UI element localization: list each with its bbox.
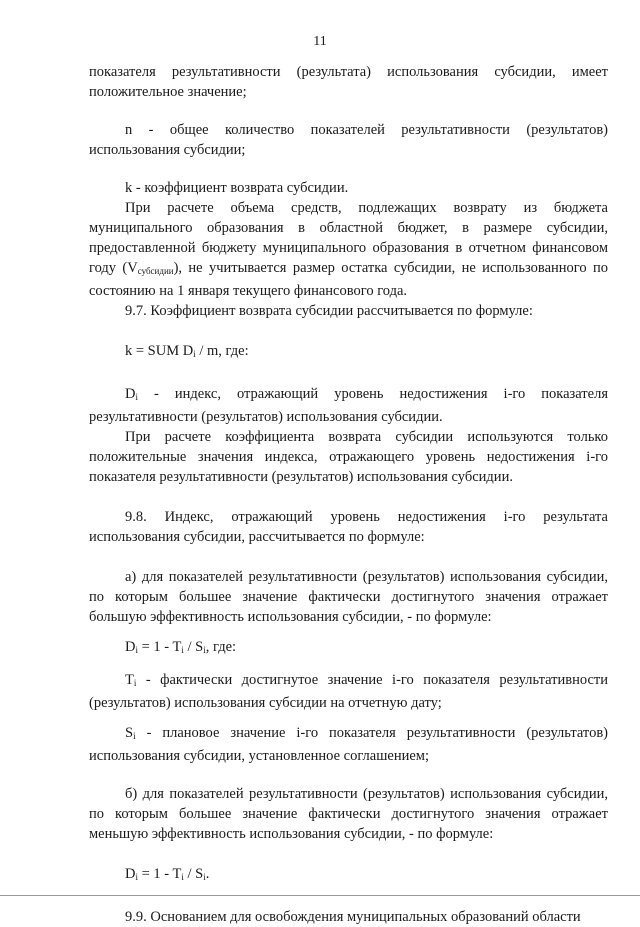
subscript: i bbox=[133, 678, 137, 688]
paragraph-n-definition: n - общее количество показателей результативности (результатов) использования субсидии; bbox=[89, 122, 608, 158]
symbol: D bbox=[125, 386, 136, 402]
subscript: i bbox=[203, 645, 206, 655]
formula-part: = 1 - T bbox=[138, 639, 182, 655]
subscript: субсидии bbox=[137, 266, 174, 276]
formula-part: . bbox=[205, 866, 210, 882]
paragraph-k-definition: k - коэффициент возврата субсидии. bbox=[125, 180, 349, 196]
subscript: i bbox=[135, 872, 138, 882]
formula-part: / m, где: bbox=[195, 343, 249, 359]
subscript: i bbox=[135, 645, 138, 655]
page-bottom-edge bbox=[0, 895, 640, 896]
formula-part: / S bbox=[183, 866, 204, 882]
formula-part: = 1 - T bbox=[138, 866, 182, 882]
text-fragment: - фактически достигнутое значение i-го показателя результативности (результатов) использования субсидии на отчетную дату; bbox=[89, 672, 608, 711]
formula-part: D bbox=[125, 639, 136, 655]
paragraph-di-definition bbox=[89, 384, 608, 427]
paragraph-indicator-continuation: показателя результативности (результата) использования субсидии, имеет положительное значение; bbox=[89, 64, 608, 100]
formula-di-b bbox=[89, 864, 608, 887]
paragraph-subsidy-remainder bbox=[89, 198, 608, 301]
text-fragment: ), не учитывается размер остатка субсидии, не использованного по состоянию на 1 января текущего финансового года. bbox=[89, 260, 608, 299]
text-fragment: При расчете объема средств, подлежащих возврату из бюджета муниципального образования в областной бюджет, в размере субсидии, предоставленной бюджету муниципального образования в отчетном финансовом году (V bbox=[89, 200, 608, 276]
formula-part: / S bbox=[183, 639, 204, 655]
document-body bbox=[89, 62, 608, 927]
paragraph-case-b: б) для показателей результативности (результатов) использования субсидии, по которым большее значение фактически достигнутого значения отражает меньшую эффективность использования субсидии, - по формуле: bbox=[89, 786, 608, 842]
subscript: i bbox=[203, 872, 206, 882]
paragraph-case-a: а) для показателей результативности (результатов) использования субсидии, по которым большее значение фактически достигнутого значения отражает большую эффективность использования субсидии, - по формуле: bbox=[89, 569, 608, 625]
symbol: T bbox=[125, 672, 134, 688]
formula-part: D bbox=[125, 866, 136, 882]
subscript: i bbox=[193, 349, 196, 359]
formula-part: k = SUM D bbox=[125, 343, 194, 359]
subscript: i bbox=[135, 392, 138, 402]
paragraph-si-definition bbox=[89, 723, 608, 766]
subscript: i bbox=[133, 731, 136, 741]
paragraph-9-7: 9.7. Коэффициент возврата субсидии рассчитывается по формуле: bbox=[125, 303, 533, 319]
subscript: i bbox=[181, 645, 184, 655]
formula-di-a bbox=[89, 637, 608, 660]
formula-part: , где: bbox=[205, 639, 237, 655]
formula-k bbox=[89, 341, 608, 364]
text-fragment: - плановое значение i-го показателя результативности (результатов) использования субсидии, установленное соглашением; bbox=[89, 725, 608, 764]
subscript: i bbox=[181, 872, 184, 882]
page-number: 11 bbox=[313, 34, 327, 49]
paragraph-ti-definition bbox=[89, 670, 608, 713]
paragraph-9-9: 9.9. Основанием для освобождения муниципальных образований области bbox=[125, 909, 581, 925]
text-fragment: - индекс, отражающий уровень недостижения i-го показателя результативности (результатов) использования субсидии. bbox=[89, 386, 608, 425]
symbol: S bbox=[125, 725, 134, 741]
paragraph-9-8: 9.8. Индекс, отражающий уровень недостижения i-го результата использования субсидии, рассчитывается по формуле: bbox=[89, 509, 608, 545]
paragraph-positive-values: При расчете коэффициента возврата субсидии используются только положительные значения индекса, отражающего уровень недостижения i-го показателя результативности (результатов) использования субсидии. bbox=[89, 429, 608, 485]
